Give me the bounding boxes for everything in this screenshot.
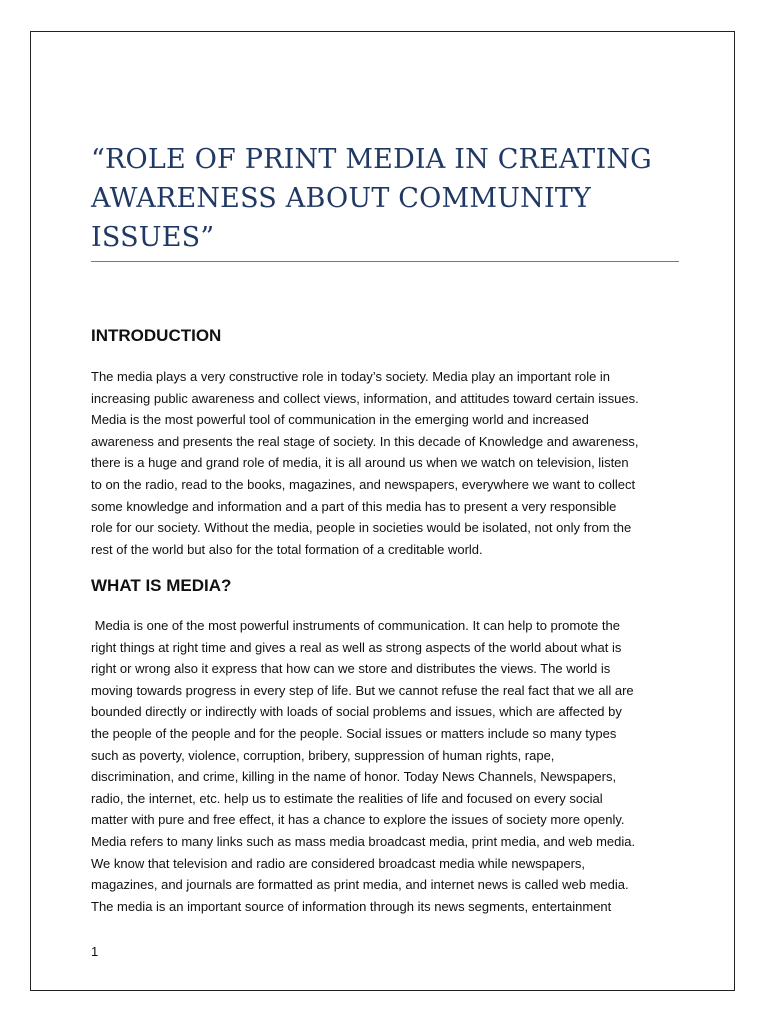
title-line: ISSUES” bbox=[91, 222, 215, 253]
title-line: AWARENESS ABOUT COMMUNITY bbox=[91, 183, 592, 214]
text-line: right or wrong also it express that how can we store and distributes the views. The world is bbox=[91, 661, 611, 677]
text-line: rest of the world but also for the total formation of a creditable world. bbox=[91, 541, 483, 557]
text-line: matter with pure and free effect, it has a chance to explore the issues of society more openly. bbox=[91, 812, 625, 828]
text-line: bounded directly or indirectly with loads of social problems and issues, which are affected by bbox=[91, 704, 622, 720]
section-heading-introduction: INTRODUCTION bbox=[91, 326, 222, 345]
text-line: radio, the internet, etc. help us to estimate the realities of life and focused on every social bbox=[91, 790, 603, 806]
section-heading-what-is-media: WHAT IS MEDIA? bbox=[91, 576, 232, 595]
text-line: to on the radio, read to the books, magazines, and newspapers, everywhere we want to collect bbox=[91, 476, 636, 492]
text-line: We know that television and radio are considered broadcast media while newspapers, bbox=[91, 855, 586, 871]
text-line: right things at right time and gives a real as well as strong aspects of the world about what is bbox=[91, 639, 622, 655]
text-line: such as poverty, violence, corruption, bribery, suppression of human rights, rape, bbox=[91, 747, 555, 763]
text-line: discrimination, and crime, killing in the name of honor. Today News Channels, Newspapers, bbox=[91, 769, 617, 785]
text-line: awareness and presents the real stage of society. In this decade of Knowledge and awareness, bbox=[91, 433, 639, 449]
section-body-what-is-media bbox=[91, 615, 686, 917]
text-line: moving towards progress in every step of life. But we cannot refuse the real fact that we all are bbox=[91, 682, 634, 698]
document-page bbox=[30, 31, 735, 991]
page-number: 1 bbox=[91, 944, 99, 959]
text-line: Media refers to many links such as mass media broadcast media, print media, and web media. bbox=[91, 833, 636, 849]
text-line: there is a huge and grand role of media, it is all around us when we watch on television, listen bbox=[91, 455, 629, 471]
text-line: magazines, and journals are formatted as print media, and internet news is called web media. bbox=[91, 877, 629, 893]
text-line: The media is an important source of information through its news segments, entertainment bbox=[91, 898, 612, 914]
text-line: Media is the most powerful tool of communication in the emerging world and increased bbox=[91, 412, 589, 428]
text-line: some knowledge and information and a part of this media has to present a very responsible bbox=[91, 498, 617, 514]
text-line: Media is one of the most powerful instruments of communication. It can help to promote the bbox=[91, 618, 620, 633]
text-line: role for our society. Without the media, people in societies would be isolated, not only from the bbox=[91, 520, 632, 536]
title-divider bbox=[91, 261, 679, 262]
text-line: the people of the people and for the people. Social issues or matters include so many types bbox=[91, 725, 617, 741]
text-line: The media plays a very constructive role in today’s society. Media play an important role in bbox=[91, 369, 611, 384]
title-line: “ROLE OF PRINT MEDIA IN CREATING bbox=[91, 144, 652, 175]
text-line: increasing public awareness and collect views, information, and attitudes toward certain issues. bbox=[91, 390, 639, 406]
section-body-introduction bbox=[91, 366, 686, 560]
document-title bbox=[91, 140, 681, 257]
